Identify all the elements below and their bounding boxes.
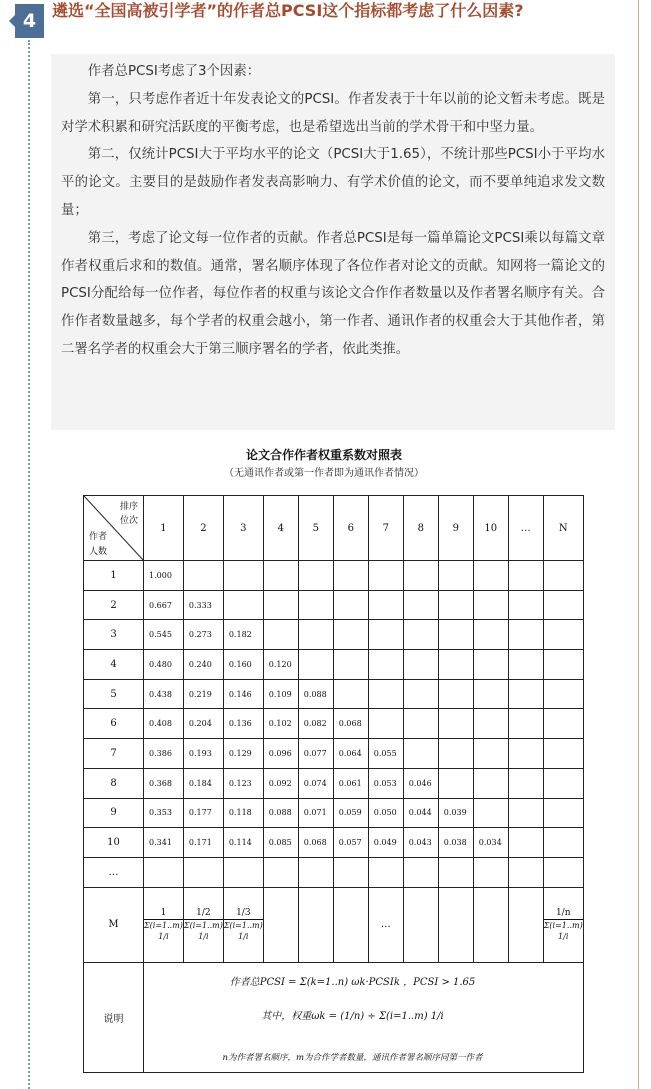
row-header: 3 — [84, 620, 144, 650]
table-cell: 0.053 — [368, 768, 403, 798]
total-pcsi-formula: 作者总PCSI = Σ(k=1..n) ωk·PCSIk ，PCSI > 1.65 — [229, 976, 476, 988]
table-cell — [368, 561, 403, 591]
table-cell — [543, 768, 583, 798]
row-header: 8 — [84, 768, 144, 798]
table-row — [84, 679, 584, 709]
table-cell: 0.160 — [223, 650, 263, 680]
m-formula-cell — [223, 887, 263, 962]
table-cell: 0.068 — [298, 828, 333, 858]
table-cell — [438, 679, 473, 709]
section-heading: 遴选“全国高被引学者”的作者总PCSI这个指标都考虑了什么因素? — [52, 1, 524, 20]
table-cell: 0.096 — [263, 739, 298, 769]
table-cell: 0.193 — [183, 739, 223, 769]
table-cell: 0.341 — [144, 828, 184, 858]
column-header: 9 — [438, 496, 473, 561]
table-cell: 0.085 — [263, 828, 298, 858]
table-cell: 0.177 — [183, 798, 223, 828]
quote-paragraph: 第三，考虑了论文每一位作者的贡献。作者总PCSI是每一篇单篇论文PCSI乘以每篇文章作者权重后求和的数值。通常，署名顺序体现了各位作者对论文的贡献。知网将一篇论文的PCSI分配给每一位作者，每位作者的权重与该论文合作作者数量以及作者署名顺序有关。合作作者数量越多，每个学者的权重会越小，第一作者、通讯作者的权重会大于其他作者，第二署名学者的权重会大于第三顺序署名的学者，依此类推。 — [61, 230, 605, 357]
table-cell: 0.333 — [183, 590, 223, 620]
column-header: … — [508, 496, 543, 561]
table-cell — [223, 561, 263, 591]
table-cell: 0.120 — [263, 650, 298, 680]
table-cell — [543, 798, 583, 828]
table-cell: 0.050 — [368, 798, 403, 828]
table-cell: 0.039 — [438, 798, 473, 828]
column-header: N — [543, 496, 583, 561]
table-cell — [368, 679, 403, 709]
table-cell — [368, 857, 403, 887]
row-header: 2 — [84, 590, 144, 620]
table-row — [84, 798, 584, 828]
table-cell: 0.088 — [298, 679, 333, 709]
table-cell: 0.038 — [438, 828, 473, 858]
table-cell: 0.386 — [144, 739, 184, 769]
table-cell — [473, 679, 508, 709]
table-cell: 0.055 — [368, 739, 403, 769]
row-header: 9 — [84, 798, 144, 828]
column-header: 10 — [473, 496, 508, 561]
empty-cell — [403, 887, 438, 962]
table-cell: 0.667 — [144, 590, 184, 620]
table-corner-cell — [84, 496, 144, 561]
table-cell — [508, 679, 543, 709]
table-row — [84, 739, 584, 769]
table-cell: 0.182 — [223, 620, 263, 650]
table-cell — [298, 620, 333, 650]
table-cell — [223, 590, 263, 620]
table-cell — [183, 561, 223, 591]
fraction-numerator: 1 — [144, 908, 183, 920]
table-cell: 0.088 — [263, 798, 298, 828]
table-cell: 0.034 — [473, 828, 508, 858]
table-cell — [298, 590, 333, 620]
table-cell — [438, 561, 473, 591]
table-cell: 0.074 — [298, 768, 333, 798]
table-cell: 0.438 — [144, 679, 184, 709]
explanation-quote-box — [51, 54, 615, 430]
figure-subtitle: （无通讯作者或第一作者即为通讯作者情况） — [224, 468, 424, 479]
m-formula-cell — [144, 887, 184, 962]
table-cell: 0.092 — [263, 768, 298, 798]
corner-label: 位次 — [120, 516, 139, 526]
table-cell — [473, 857, 508, 887]
table-cell — [508, 798, 543, 828]
table-cell: 0.184 — [183, 768, 223, 798]
table-cell — [298, 857, 333, 887]
weight-formula: 其中，权重ωk = (1/n) ÷ Σ(i=1..m) 1/i — [261, 1010, 444, 1022]
table-cell: 0.102 — [263, 709, 298, 739]
table-cell — [333, 561, 368, 591]
table-cell: 0.071 — [298, 798, 333, 828]
table-cell — [368, 709, 403, 739]
table-cell — [403, 857, 438, 887]
table-cell: 0.061 — [333, 768, 368, 798]
table-row — [84, 590, 584, 620]
empty-cell — [473, 887, 508, 962]
table-cell: 0.123 — [223, 768, 263, 798]
table-cell — [543, 620, 583, 650]
table-cell: 0.077 — [298, 739, 333, 769]
table-cell — [368, 590, 403, 620]
table-cell — [438, 590, 473, 620]
column-header: 1 — [144, 496, 184, 561]
column-header: 7 — [368, 496, 403, 561]
table-cell: 0.043 — [403, 828, 438, 858]
table-cell — [183, 857, 223, 887]
table-cell — [508, 590, 543, 620]
table-cell — [223, 857, 263, 887]
table-cell: 0.044 — [403, 798, 438, 828]
table-cell — [473, 561, 508, 591]
fraction-denominator: Σ(i=1..m) 1/i — [183, 920, 223, 941]
table-cell — [333, 679, 368, 709]
row-header: 5 — [84, 679, 144, 709]
table-row — [84, 857, 584, 887]
row-header: 10 — [84, 828, 144, 858]
table-cell — [473, 620, 508, 650]
table-cell: 0.057 — [333, 828, 368, 858]
table-cell — [508, 650, 543, 680]
table-cell: 0.480 — [144, 650, 184, 680]
column-header: 6 — [333, 496, 368, 561]
note-row — [84, 962, 584, 1072]
table-cell — [508, 768, 543, 798]
table-cell — [473, 650, 508, 680]
table-row — [84, 620, 584, 650]
corner-label: 作者 — [89, 532, 108, 542]
empty-cell — [333, 887, 368, 962]
note-text: n为作者署名顺序，m为合作学者数量，通讯作者署名顺序同第一作者 — [222, 1052, 483, 1063]
fraction-numerator: 1/n — [544, 908, 583, 920]
table-cell: 0.118 — [223, 798, 263, 828]
table-cell — [508, 620, 543, 650]
table-cell — [403, 650, 438, 680]
table-body — [84, 561, 584, 888]
table-cell — [333, 590, 368, 620]
table-cell — [543, 590, 583, 620]
table-cell — [543, 857, 583, 887]
quote-paragraph: 第一，只考虑作者近十年发表论文的PCSI。作者发表于十年以前的论文暂未考虑。既是对学术积累和研究活跃度的平衡考虑，也是希望选出当前的学术骨干和中坚力量。 — [61, 91, 605, 135]
table-cell: 0.082 — [298, 709, 333, 739]
table-cell — [543, 739, 583, 769]
m-row-label: M — [84, 887, 144, 962]
quote-paragraph: 作者总PCSI考虑了3个因素： — [87, 64, 261, 79]
empty-cell — [508, 887, 543, 962]
table-cell — [543, 679, 583, 709]
table-cell — [473, 709, 508, 739]
table-cell: 0.064 — [333, 739, 368, 769]
column-header: 2 — [183, 496, 223, 561]
row-header: … — [84, 857, 144, 887]
table-cell — [263, 590, 298, 620]
table-cell — [333, 650, 368, 680]
table-cell — [403, 590, 438, 620]
empty-cell — [263, 887, 298, 962]
table-cell — [543, 709, 583, 739]
table-cell: 0.219 — [183, 679, 223, 709]
fraction-numerator: 1/2 — [184, 908, 223, 920]
table-cell — [263, 857, 298, 887]
fraction-denominator: Σ(i=1..m) 1/i — [223, 920, 263, 941]
table-cell — [403, 561, 438, 591]
table-cell: 0.171 — [183, 828, 223, 858]
table-cell: 0.240 — [183, 650, 223, 680]
table-row — [84, 768, 584, 798]
table-cell — [508, 561, 543, 591]
table-cell — [438, 650, 473, 680]
fraction-denominator: Σ(i=1..m) 1/i — [144, 920, 183, 941]
table-cell — [473, 590, 508, 620]
column-header: 3 — [223, 496, 263, 561]
table-cell — [263, 561, 298, 591]
table-cell: 0.353 — [144, 798, 184, 828]
table-cell — [508, 739, 543, 769]
table-cell — [368, 620, 403, 650]
right-border-rule — [638, 0, 639, 1089]
table-cell — [333, 620, 368, 650]
weight-table-figure — [64, 440, 584, 1080]
table-cell: 0.408 — [144, 709, 184, 739]
table-cell — [403, 620, 438, 650]
table-cell: 0.368 — [144, 768, 184, 798]
table-row — [84, 650, 584, 680]
table-cell — [368, 650, 403, 680]
table-cell — [403, 679, 438, 709]
table-cell — [263, 620, 298, 650]
table-row — [84, 561, 584, 591]
table-cell — [473, 768, 508, 798]
table-cell — [508, 709, 543, 739]
m-formula-row — [84, 887, 584, 962]
table-cell: 0.129 — [223, 739, 263, 769]
figure-title: 论文合作作者权重系数对照表 — [245, 448, 402, 462]
table-cell — [473, 798, 508, 828]
m-ellipsis-cell: … — [368, 887, 403, 962]
column-header: 8 — [403, 496, 438, 561]
row-header: 6 — [84, 709, 144, 739]
table-cell: 0.545 — [144, 620, 184, 650]
column-header: 5 — [298, 496, 333, 561]
table-cell — [403, 739, 438, 769]
m-formula-cell — [183, 887, 223, 962]
empty-cell — [438, 887, 473, 962]
table-cell — [438, 709, 473, 739]
table-cell — [333, 857, 368, 887]
table-cell: 0.146 — [223, 679, 263, 709]
corner-label: 人数 — [89, 547, 108, 557]
table-cell — [298, 650, 333, 680]
table-cell — [438, 768, 473, 798]
table-cell — [403, 709, 438, 739]
row-header: 7 — [84, 739, 144, 769]
dotted-timeline-rule — [28, 40, 30, 1089]
table-cell — [508, 828, 543, 858]
table-cell: 0.059 — [333, 798, 368, 828]
table-row — [84, 828, 584, 858]
table-cell — [298, 561, 333, 591]
table-cell: 0.204 — [183, 709, 223, 739]
section-number-badge: 4 — [15, 4, 44, 38]
table-row — [84, 709, 584, 739]
fraction-numerator: 1/3 — [224, 908, 263, 920]
table-cell — [508, 857, 543, 887]
table-cell — [543, 561, 583, 591]
table-cell: 0.049 — [368, 828, 403, 858]
table-cell — [543, 650, 583, 680]
row-header: 4 — [84, 650, 144, 680]
table-cell — [438, 739, 473, 769]
table-cell — [438, 857, 473, 887]
table-cell: 1.000 — [144, 561, 184, 591]
note-label: 说明 — [84, 962, 144, 1072]
table-cell: 0.273 — [183, 620, 223, 650]
table-cell: 0.046 — [403, 768, 438, 798]
quote-paragraph: 第二，仅统计PCSI大于平均水平的论文（PCSI大于1.65），不统计那些PCSI小于平均水平的论文。主要目的是鼓励作者发表高影响力、有学术价值的论文，而不要单纯追求发文数量； — [61, 147, 605, 218]
note-formula-cell — [144, 962, 584, 1072]
empty-cell — [298, 887, 333, 962]
table-cell — [543, 828, 583, 858]
m-formula-cell — [543, 887, 583, 962]
table-cell — [473, 739, 508, 769]
fraction-denominator: Σ(i=1..m) 1/i — [543, 920, 583, 941]
weight-coefficient-table — [83, 495, 584, 1073]
table-cell: 0.114 — [223, 828, 263, 858]
table-cell: 0.068 — [333, 709, 368, 739]
row-header: 1 — [84, 561, 144, 591]
table-header-row — [84, 496, 584, 561]
column-header: 4 — [263, 496, 298, 561]
table-cell: 0.136 — [223, 709, 263, 739]
table-cell — [144, 857, 184, 887]
corner-label: 排序 — [120, 502, 139, 512]
table-cell: 0.109 — [263, 679, 298, 709]
table-cell — [438, 620, 473, 650]
